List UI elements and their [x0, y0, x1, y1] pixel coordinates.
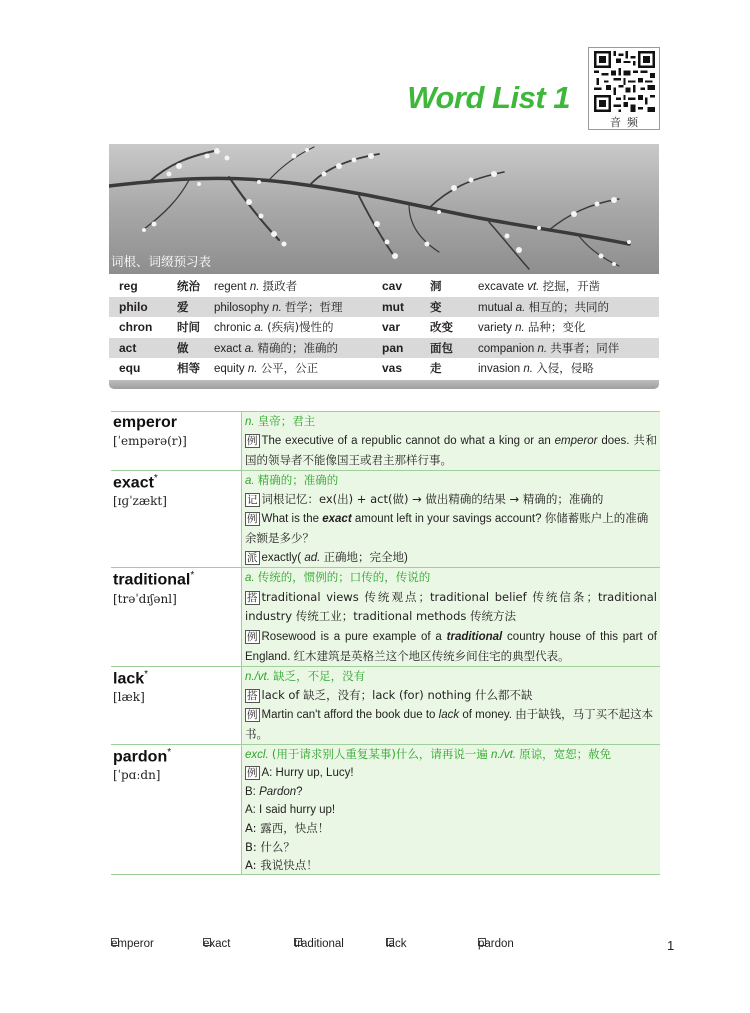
- root-meaning: 改变: [430, 320, 453, 335]
- definition-column: [242, 471, 660, 567]
- example: 例 Rosewood is a pure example of a traditional country house of this part of England. 红木建筑是英格兰这个地区传统乡间住宅的典型代表。: [245, 631, 657, 663]
- collocation: 搭 lack of 缺乏，没有；lack (for) nothing 什么都不缺: [247, 688, 533, 703]
- root-example: mutual a. 相互的；共同的: [478, 299, 610, 314]
- root-example: regent n. 摄政者: [214, 279, 298, 294]
- roots-section-label: 词根、词缀预习表: [111, 254, 212, 269]
- example-tag: 例: [247, 631, 258, 644]
- root-example: variety n. 品种；变化: [478, 320, 586, 335]
- collocation-tag: 搭: [247, 591, 258, 604]
- roots-row: [109, 297, 659, 318]
- star-mark: *: [144, 668, 149, 680]
- headword-column: [111, 667, 242, 744]
- dialog-line: A: I said hurry up!: [245, 803, 336, 816]
- root: act: [119, 340, 137, 355]
- keyword: lack: [438, 709, 460, 722]
- definition-column: [242, 568, 660, 665]
- dialog-line: A: 我说快点！: [245, 857, 318, 872]
- root: philo: [119, 299, 148, 314]
- dialog-line: B: 什么？: [245, 839, 295, 854]
- roots-row: [109, 276, 659, 297]
- headword-column: [111, 412, 242, 470]
- root-example: exact a. 精确的；准确的: [214, 340, 338, 355]
- review-checklist: emperor exact traditional lack pardon: [111, 938, 514, 950]
- dialog-line: B: Pardon?: [245, 785, 303, 798]
- star-mark: *: [190, 570, 195, 582]
- vocab-entry-pardon: [111, 745, 660, 875]
- headword: pardon*: [113, 747, 172, 766]
- root: pan: [382, 340, 404, 355]
- example: 例 The executive of a republic cannot do what a king or an emperor does. 共和国的领导者不能像国王或君主那样行事。: [245, 433, 658, 467]
- root-example: invasion n. 入侵，侵略: [478, 361, 594, 376]
- memory-tag: 记: [247, 494, 258, 507]
- root-meaning: 走: [430, 361, 442, 376]
- example-tag: 例: [247, 709, 258, 722]
- meaning: a. 传统的，惯例的；口传的，传说的: [245, 570, 431, 585]
- collocation: 搭 traditional views 传统观点；traditional belief 传统信条；traditional industry 传统工业；traditional methods 传统方法: [245, 589, 657, 623]
- root-meaning: 时间: [177, 320, 200, 335]
- keyword: Pardon: [259, 785, 297, 798]
- definition-column: [242, 667, 660, 744]
- headword: exact*: [113, 472, 158, 492]
- vocab-entry-lack: [111, 667, 660, 745]
- dialog-line: 例 A: Hurry up, Lucy!: [247, 767, 354, 780]
- star-mark: *: [153, 472, 158, 484]
- meaning: excl. (用于请求别人重复某事)什么，请再说一遍 n./vt. 原谅，宽恕；赦免: [245, 747, 612, 762]
- example: 例 What is the exact amount left in your savings account? 你储蓄账户上的准确余额是多少？: [245, 511, 649, 545]
- root-example: philosophy n. 哲学；哲理: [214, 299, 343, 314]
- phonetic: [ɪɡˈzækt]: [113, 494, 167, 509]
- root: equ: [119, 361, 141, 376]
- root: var: [382, 320, 401, 335]
- root-example: equity n. 公平，公正: [214, 361, 319, 376]
- headword-column: [111, 568, 242, 665]
- root-meaning: 面包: [430, 340, 453, 355]
- headword: traditional*: [113, 570, 195, 589]
- root: mut: [382, 299, 404, 314]
- keyword: exact: [322, 513, 352, 526]
- root-meaning: 洞: [430, 279, 442, 294]
- example-tag: 例: [247, 767, 258, 780]
- roots-row: [109, 338, 659, 359]
- hero-banner: [109, 144, 659, 274]
- keyword: emperor: [554, 435, 598, 448]
- qr-label: 音频: [610, 116, 644, 129]
- roots-row: [109, 317, 659, 338]
- headword: lack*: [113, 668, 149, 688]
- root-meaning: 做: [177, 340, 189, 355]
- phonetic: [ˈempərə(r)]: [113, 434, 187, 448]
- example-tag: 例: [247, 435, 258, 448]
- meaning: n. 皇帝；君主: [245, 414, 316, 428]
- root-meaning: 爱: [177, 299, 189, 314]
- vocab-entry-emperor: [111, 412, 660, 471]
- vocab-entry-exact: [111, 471, 660, 568]
- audio-qr-code[interactable]: [588, 47, 660, 130]
- root: chron: [119, 320, 153, 335]
- root-example: chronic a. (疾病)慢性的: [214, 320, 334, 335]
- root-meaning: 变: [430, 299, 442, 314]
- roots-row: [109, 358, 659, 379]
- vocabulary-list: [111, 411, 660, 875]
- root-example: companion n. 共事者；同伴: [478, 340, 620, 355]
- memory-tip: 记 词根记忆：ex(出) + act(做) → 做出精确的结果 → 精确的；准确的: [247, 492, 604, 507]
- dialog-line: A: 露西，快点！: [245, 821, 330, 836]
- qr-code-icon: [594, 51, 655, 112]
- headword-column: [111, 745, 242, 874]
- derivative-tag: 派: [247, 552, 258, 565]
- meaning: a. 精确的；准确的: [245, 472, 339, 487]
- root-example: excavate vt. 挖掘，开凿: [478, 279, 601, 294]
- example: 例 Martin can't afford the book due to lack of money. 由于缺钱，马丁买不起这本书。: [245, 707, 654, 741]
- root-meaning: 相等: [177, 361, 200, 376]
- vocab-entry-traditional: [111, 568, 660, 666]
- root: cav: [382, 279, 403, 294]
- headword-column: [111, 471, 242, 567]
- derivative: 派 exactly( ad. 正确地；完全地): [247, 550, 408, 565]
- star-mark: *: [167, 747, 172, 759]
- root: vas: [382, 361, 403, 376]
- headword: emperor: [113, 414, 178, 431]
- phonetic: [læk]: [113, 690, 145, 705]
- keyword: traditional: [446, 631, 503, 644]
- phonetic: [ˈpɑːdn]: [113, 768, 161, 783]
- root-meaning: 统治: [177, 279, 200, 294]
- phonetic: [trəˈdɪʃənl]: [113, 591, 177, 606]
- page-title: Word List 1: [407, 80, 570, 115]
- root: reg: [119, 279, 138, 294]
- collocation-tag: 搭: [247, 690, 258, 703]
- definition-column: [242, 412, 660, 470]
- example-tag: 例: [247, 513, 258, 526]
- roots-table: [109, 276, 659, 389]
- roots-table-bottom-bar: [109, 380, 659, 389]
- meaning: n./vt. 缺乏，不足，没有: [245, 668, 366, 683]
- definition-column: [242, 745, 660, 874]
- page-number: 1: [667, 938, 675, 953]
